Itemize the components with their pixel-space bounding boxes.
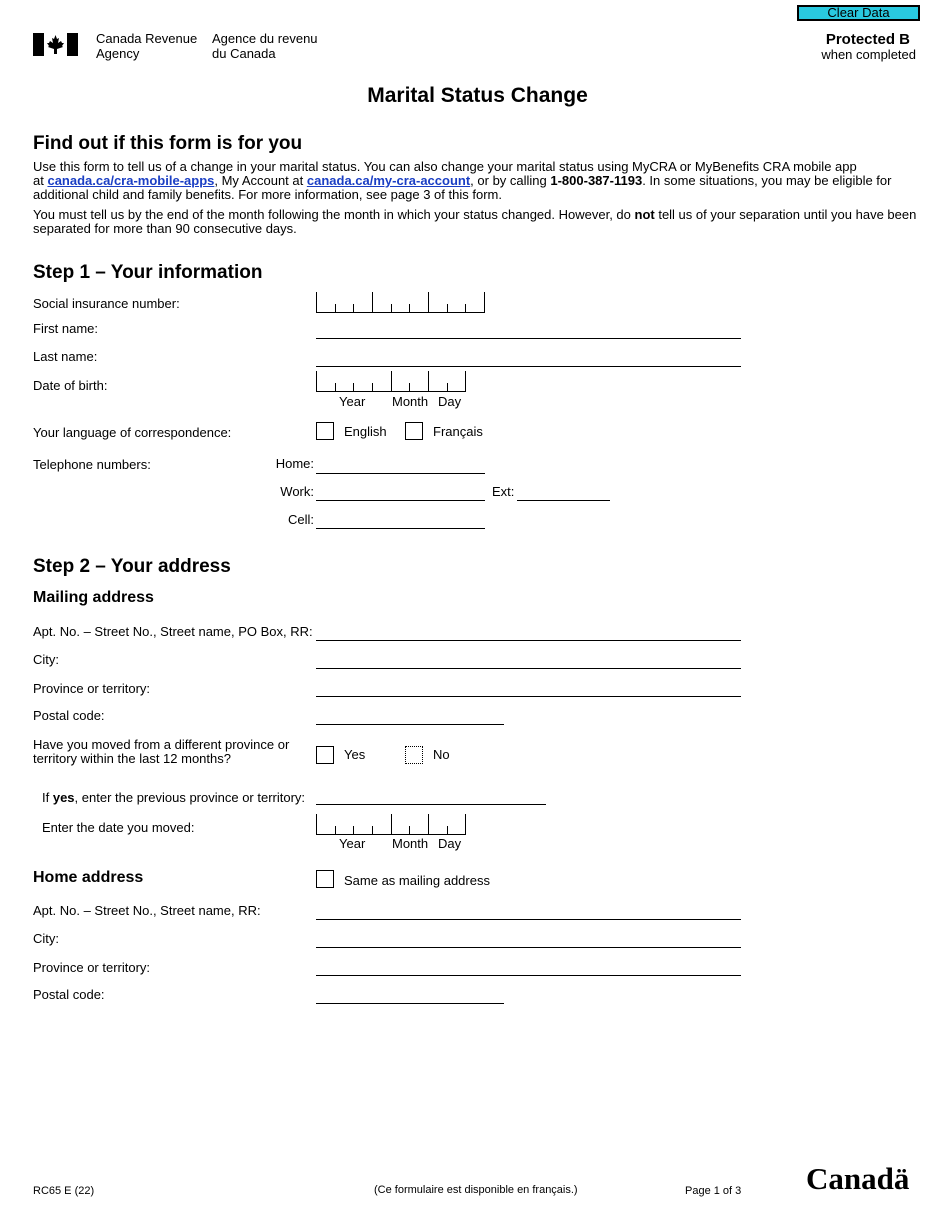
- moved-year-caption: Year: [339, 836, 366, 851]
- mailing-province-label: Province or territory:: [33, 681, 151, 696]
- ext-label: Ext:: [492, 484, 515, 499]
- last-name-field[interactable]: [316, 366, 741, 367]
- intro-paragraph-1: Use this form to tell us of a change in your marital status. You can also change your marital status using MyCRA or MyBenefits CRA mobile app at canada.ca/cra-mobile-apps, My Account at canada.ca/my-cra-account, or by calling 1-800-387-1193. In some situations, you may be eligible for additional child and family benefits. For more information, see page 3 of this form.: [33, 159, 892, 202]
- work-phone-label: Work:: [280, 484, 314, 499]
- home-postal-field[interactable]: [316, 1003, 504, 1004]
- mailing-postal-field[interactable]: [316, 724, 504, 725]
- dob-month-caption: Month: [392, 394, 429, 409]
- protected-b-label: Protected B: [825, 31, 910, 48]
- first-name-field[interactable]: [316, 338, 741, 339]
- sin-input[interactable]: [316, 292, 485, 313]
- home-city-label: City:: [33, 931, 59, 946]
- mailing-city-label: City:: [33, 652, 59, 667]
- french-availability-note: (Ce formulaire est disponible en français.): [374, 1184, 578, 1196]
- agency-name-fr: Agence du revenu du Canada: [212, 31, 318, 61]
- home-phone-label: Home:: [275, 456, 314, 471]
- sin-label: Social insurance number:: [33, 296, 180, 311]
- step1-heading: Step 1 – Your information: [33, 262, 263, 283]
- agency-name-en: Canada Revenue Agency: [96, 31, 198, 61]
- when-completed-label: when completed: [821, 47, 916, 62]
- mailing-city-field[interactable]: [316, 668, 741, 669]
- francais-checkbox[interactable]: [405, 422, 423, 440]
- mailing-street-label: Apt. No. – Street No., Street name, PO Box, RR:: [33, 624, 313, 639]
- canada-wordmark: Canadä: [806, 1161, 910, 1196]
- link-my-cra-account[interactable]: canada.ca/my-cra-account: [306, 173, 471, 188]
- home-phone-field[interactable]: [316, 473, 485, 474]
- last-name-label: Last name:: [33, 349, 98, 364]
- moved-day-caption: Day: [438, 836, 462, 851]
- mailing-province-field[interactable]: [316, 696, 741, 697]
- moved-no-checkbox[interactable]: [405, 746, 423, 764]
- canada-flag-logo: [33, 33, 78, 56]
- moved-no-label: No: [433, 747, 450, 762]
- same-as-mailing-label: Same as mailing address: [344, 873, 490, 888]
- same-as-mailing-checkbox[interactable]: [316, 870, 334, 888]
- step2-heading: Step 2 – Your address: [33, 556, 231, 577]
- dob-input[interactable]: [316, 371, 466, 392]
- mailing-postal-label: Postal code:: [33, 708, 105, 723]
- work-phone-field[interactable]: [316, 500, 485, 501]
- language-label: Your language of correspondence:: [33, 425, 232, 440]
- home-street-label: Apt. No. – Street No., Street name, RR:: [33, 903, 261, 918]
- english-label: English: [344, 424, 387, 439]
- dob-label: Date of birth:: [33, 378, 108, 393]
- link-cra-mobile-apps[interactable]: canada.ca/cra-mobile-apps: [47, 173, 215, 188]
- previous-province-field[interactable]: [316, 804, 546, 805]
- clear-data-button[interactable]: Clear Data: [797, 5, 920, 21]
- intro-paragraph-2: You must tell us by the end of the month following the month in which your status changed. However, do not tell us of your separation until you have been separated for more than 90 consecutive days.: [33, 207, 917, 236]
- cell-phone-field[interactable]: [316, 528, 485, 529]
- cell-phone-label: Cell:: [287, 512, 314, 527]
- date-moved-input[interactable]: [316, 814, 466, 835]
- moved-yes-label: Yes: [344, 747, 366, 762]
- home-province-label: Province or territory:: [33, 960, 151, 975]
- intro-heading: Find out if this form is for you: [33, 133, 303, 154]
- date-moved-label: Enter the date you moved:: [42, 820, 195, 835]
- telephone-label: Telephone numbers:: [33, 457, 151, 472]
- ext-field[interactable]: [517, 500, 610, 501]
- english-checkbox[interactable]: [316, 422, 334, 440]
- home-postal-label: Postal code:: [33, 987, 105, 1002]
- first-name-label: First name:: [33, 321, 99, 336]
- dob-day-caption: Day: [438, 394, 462, 409]
- form-code: RC65 E (22): [33, 1185, 95, 1197]
- home-address-heading: Home address: [33, 869, 144, 886]
- home-street-field[interactable]: [316, 919, 741, 920]
- page-title: Marital Status Change: [367, 84, 588, 107]
- moved-yes-checkbox[interactable]: [316, 746, 334, 764]
- home-province-field[interactable]: [316, 975, 741, 976]
- francais-label: Français: [433, 424, 483, 439]
- moved-question-label: Have you moved from a different province or territory within the last 12 months?: [33, 737, 290, 766]
- page-number: Page 1 of 3: [685, 1185, 742, 1197]
- dob-year-caption: Year: [339, 394, 366, 409]
- previous-province-label: If yes, enter the previous province or territory:: [42, 790, 306, 805]
- mailing-address-heading: Mailing address: [33, 589, 154, 606]
- moved-month-caption: Month: [392, 836, 429, 851]
- mailing-street-field[interactable]: [316, 640, 741, 641]
- home-city-field[interactable]: [316, 947, 741, 948]
